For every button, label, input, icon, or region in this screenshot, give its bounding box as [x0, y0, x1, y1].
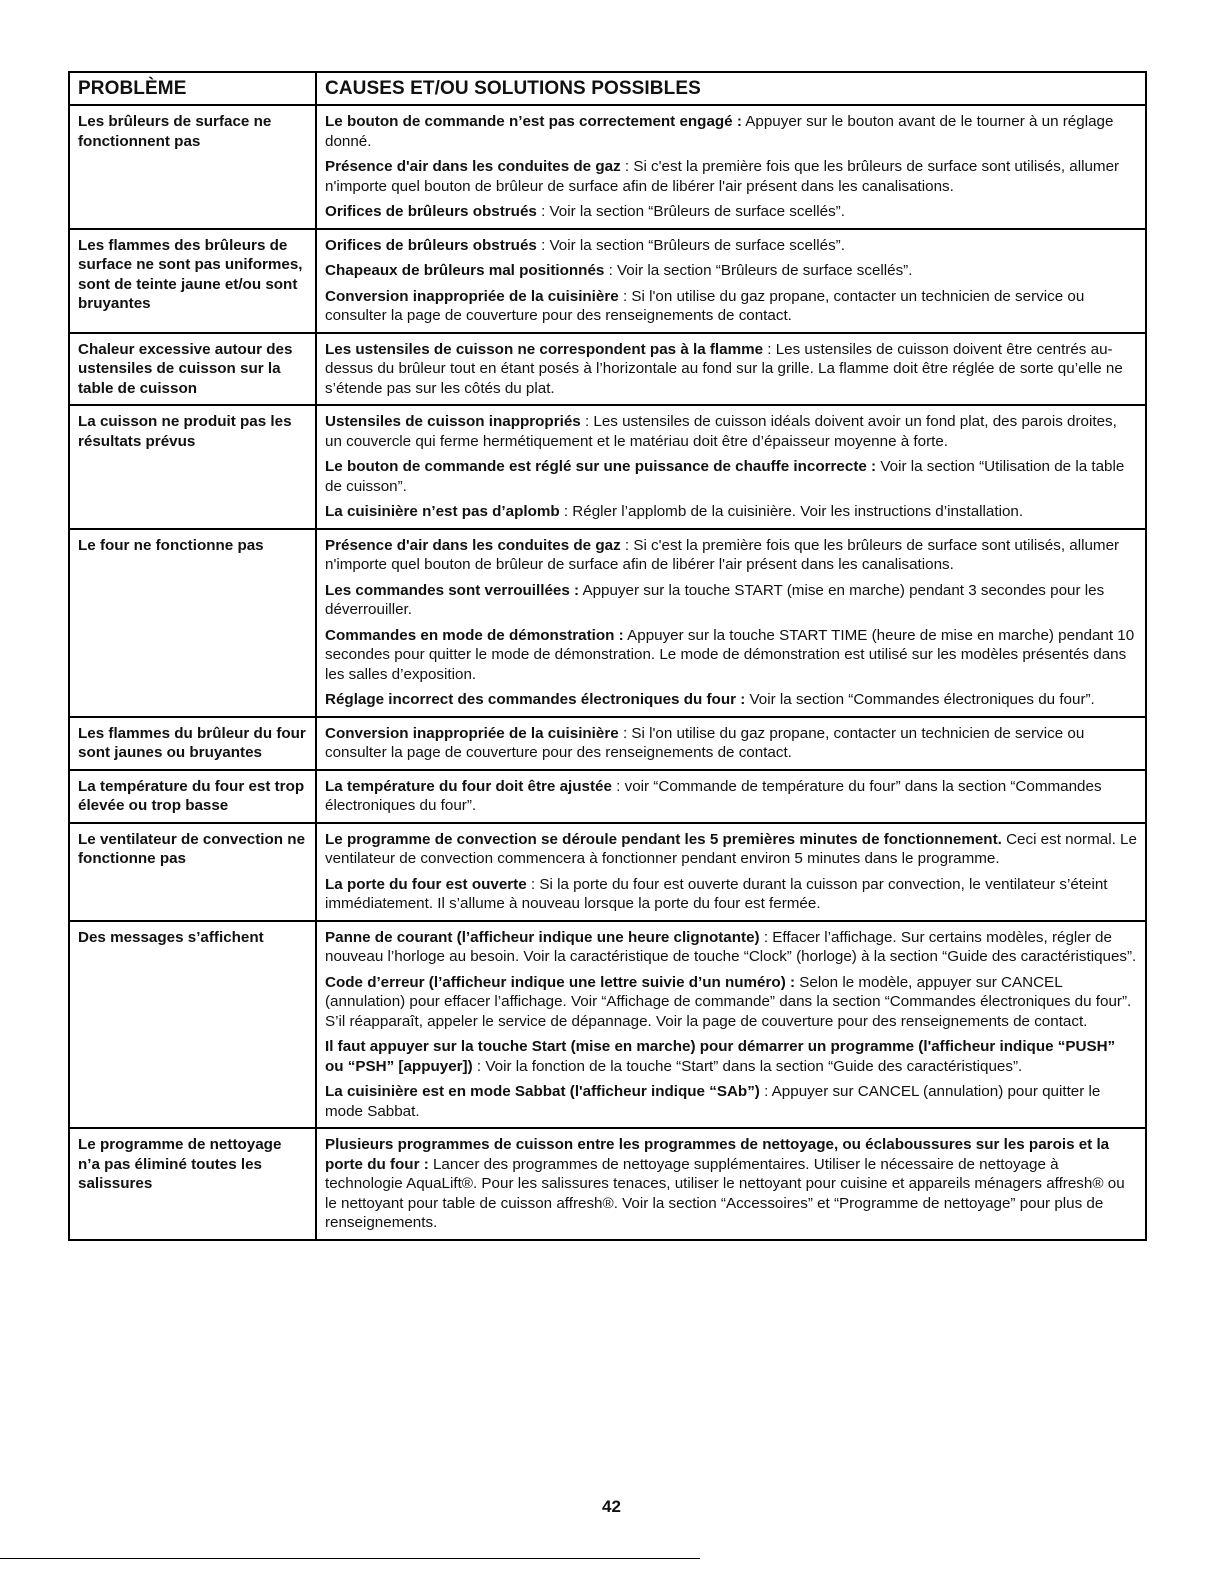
cause-text: : Voir la fonction de la touche “Start” dans la section “Guide des caractéristiques”. — [472, 1057, 1023, 1075]
problem-cell: Les flammes du brûleur du four sont jaunes ou bruyantes — [69, 717, 316, 770]
cause-text: : voir “Commande de température du four” dans la section “Commandes électroniques du four”. — [325, 777, 1102, 814]
problem-cell: La cuisson ne produit pas les résultats prévus — [69, 405, 316, 529]
cause-text: Appuyer sur le bouton avant de le tourner à un réglage donné. — [325, 113, 1114, 150]
cause-paragraph — [325, 724, 1137, 763]
cause-text: : Les ustensiles de cuisson idéals doivent avoir un fond plat, des parois droites, un couvercle qui ferme hermétiquement et le matériau doit être d’épaisseur moyenne à forte. — [325, 413, 1117, 450]
cause-paragraph — [325, 830, 1137, 869]
cause-text: Selon le modèle, appuyer sur CANCEL (annulation) pour effacer l’affichage. Voir “Affichage de commande” dans la section “Commandes électroniques du four”. S’il réapparaît, appeler le service de dépannage. Voir la page de couverture pour des renseignements de contact. — [325, 973, 1132, 1030]
cause-title: Orifices de brûleurs obstrués — [325, 236, 537, 254]
table-row — [69, 921, 1146, 1129]
cause-paragraph — [325, 973, 1137, 1032]
cause-paragraph — [325, 581, 1137, 620]
problem-cell: Le programme de nettoyage n’a pas éliminé toutes les salissures — [69, 1128, 316, 1240]
cause-paragraph — [325, 1037, 1137, 1076]
cause-title: La cuisinière est en mode Sabbat (l'afficheur indique “SAb”) — [325, 1083, 760, 1100]
cause-title: Présence d'air dans les conduites de gaz — [325, 158, 621, 175]
cause-title: Le bouton de commande est réglé sur une puissance de chauffe incorrecte : — [325, 458, 877, 475]
causes-cell — [316, 229, 1146, 333]
table-row — [69, 405, 1146, 529]
causes-cell — [316, 717, 1146, 770]
table-row — [69, 529, 1146, 717]
cause-paragraph — [325, 157, 1137, 196]
cause-paragraph — [325, 502, 1137, 522]
causes-cell — [316, 770, 1146, 823]
cause-title: Réglage incorrect des commandes électroniques du four : — [325, 691, 746, 708]
cause-title: La température du four doit être ajustée — [325, 777, 612, 795]
cause-paragraph — [325, 1135, 1137, 1233]
causes-cell — [316, 105, 1146, 229]
causes-cell — [316, 333, 1146, 406]
table-row — [69, 717, 1146, 770]
causes-cell — [316, 921, 1146, 1129]
cause-text: : Si c'est la première fois que les brûleurs de surface sont utilisés, allumer n'importe quel bouton de brûleur de surface afin de libérer l'air présent dans les canalisations. — [325, 158, 1120, 195]
cause-title: Les ustensiles de cuisson ne correspondent pas à la flamme — [325, 340, 764, 358]
cause-text: Voir la section “Commandes électroniques du four”. — [745, 691, 1095, 708]
cause-paragraph — [325, 261, 1137, 281]
problem-cell: Les flammes des brûleurs de surface ne sont pas uniformes, sont de teinte jaune et/ou sont bruyantes — [69, 229, 316, 333]
cause-title: Présence d'air dans les conduites de gaz — [325, 536, 621, 554]
table-body — [69, 105, 1146, 1240]
cause-title: Panne de courant (l’afficheur indique une heure clignotante) — [325, 928, 760, 946]
cause-paragraph — [325, 202, 1137, 222]
table-row — [69, 229, 1146, 333]
table-row — [69, 333, 1146, 406]
problem-cell: Le ventilateur de convection ne fonctionne pas — [69, 823, 316, 921]
cause-paragraph — [325, 777, 1137, 816]
table-row — [69, 1128, 1146, 1240]
cause-text: Appuyer sur la touche START TIME (heure de mise en marche) pendant 10 secondes pour quitter le mode de démonstration. Le mode de démonstration est utilisé sur les modèles présentés dans les salles d’exposition. — [325, 626, 1135, 683]
cause-title: La porte du four est ouverte — [325, 875, 527, 893]
cause-title: Plusieurs programmes de cuisson entre les programmes de nettoyage, ou éclaboussures sur les parois et la porte du four : — [325, 1136, 1110, 1173]
problem-cell: La température du four est trop élevée ou trop basse — [69, 770, 316, 823]
cause-paragraph — [325, 412, 1137, 451]
causes-cell — [316, 405, 1146, 529]
table-header-row — [69, 72, 1146, 105]
cause-text: Appuyer sur la touche START (mise en marche) pendant 3 secondes pour les déverrouiller. — [325, 581, 1105, 618]
problem-cell: Les brûleurs de surface ne fonctionnent pas — [69, 105, 316, 229]
cause-title: Les commandes sont verrouillées : — [325, 581, 580, 599]
causes-cell — [316, 1128, 1146, 1240]
cause-title: Conversion inappropriée de la cuisinière — [325, 287, 619, 305]
cause-text: : Si l'on utilise du gaz propane, contacter un technicien de service ou consulter la page de couverture pour des renseignements de contact. — [325, 724, 1085, 761]
cause-text: Lancer des programmes de nettoyage supplémentaires. Utiliser le nécessaire de nettoyage à technologie AquaLift®. Pour les salissures tenaces, utiliser le nettoyant pour cuisine et appareils ménagers affresh® ou le nettoyant pour table de cuisson affresh®. Voir la section “Accessoires” et “Programme de nettoyage” pour plus de renseignements. — [325, 1155, 1125, 1231]
cause-title: Il faut appuyer sur la touche Start (mise en marche) pour démarrer un programme (l'afficheur indique “PUSH” ou “PSH” [appuyer]) — [325, 1038, 1116, 1075]
cause-paragraph — [325, 1082, 1137, 1121]
troubleshooting-table — [68, 71, 1147, 1241]
cause-paragraph — [325, 928, 1137, 967]
table-row — [69, 770, 1146, 823]
problem-cell: Le four ne fonctionne pas — [69, 529, 316, 717]
cause-text: : Voir la section “Brûleurs de surface scellés”. — [536, 236, 845, 254]
cause-text: Ceci est normal. Le ventilateur de convection commencera à fonctionner pendant environ 5 minutes dans le programme. — [325, 830, 1137, 867]
cause-title: La cuisinière n’est pas d’aplomb — [325, 503, 560, 520]
cause-title: Le programme de convection se déroule pendant les 5 premières minutes de fonctionnement. — [325, 830, 1002, 848]
cause-text: : Les ustensiles de cuisson doivent être centrés au-dessus du brûleur tout en étant posés à l’horizontale au fond sur la grille. La flamme doit être réglée de sorte qu’elle ne s’étende pas sur les côtés du plat. — [325, 340, 1123, 397]
cause-text: : Si la porte du four est ouverte durant la cuisson par convection, le ventilateur s’éteint immédiatement. Il s’allume à nouveau lorsque la porte du four est fermée. — [325, 875, 1108, 912]
cause-text: : Voir la section “Brûleurs de surface scellés”. — [536, 203, 845, 220]
cause-title: Conversion inappropriée de la cuisinière — [325, 724, 619, 742]
cause-text: : Régler l’applomb de la cuisinière. Voir les instructions d’installation. — [559, 503, 1024, 520]
cause-paragraph — [325, 626, 1137, 685]
problem-cell: Chaleur excessive autour des ustensiles de cuisson sur la table de cuisson — [69, 333, 316, 406]
table-row — [69, 105, 1146, 229]
causes-cell — [316, 529, 1146, 717]
page-number: 42 — [602, 1497, 621, 1516]
bottom-divider — [0, 1558, 700, 1559]
cause-paragraph — [325, 536, 1137, 575]
problem-cell: Des messages s’affichent — [69, 921, 316, 1129]
cause-text: Voir la section “Utilisation de la table de cuisson”. — [325, 458, 1125, 495]
cause-title: Chapeaux de brûleurs mal positionnés — [325, 262, 605, 279]
cause-text: : Si l'on utilise du gaz propane, contacter un technicien de service ou consulter la page de couverture pour des renseignements de contact. — [325, 287, 1085, 324]
header-problem: PROBLÈME — [69, 72, 316, 105]
cause-paragraph — [325, 875, 1137, 914]
cause-title: Commandes en mode de démonstration : — [325, 626, 624, 644]
cause-paragraph — [325, 236, 1137, 256]
cause-title: Orifices de brûleurs obstrués — [325, 203, 537, 220]
cause-text: : Voir la section “Brûleurs de surface scellés”. — [604, 262, 913, 279]
cause-text: : Si c'est la première fois que les brûleurs de surface sont utilisés, allumer n'importe quel bouton de brûleur de surface afin de libérer l'air présent dans les canalisations. — [325, 536, 1120, 573]
cause-text: : Appuyer sur CANCEL (annulation) pour quitter le mode Sabbat. — [325, 1083, 1101, 1120]
cause-paragraph — [325, 340, 1137, 399]
cause-title: Le bouton de commande n’est pas correctement engagé : — [325, 113, 742, 130]
cause-title: Code d’erreur (l’afficheur indique une lettre suivie d’un numéro) : — [325, 973, 796, 991]
cause-paragraph — [325, 690, 1137, 710]
cause-title: Ustensiles de cuisson inappropriés — [325, 413, 581, 430]
cause-paragraph — [325, 287, 1137, 326]
causes-cell — [316, 823, 1146, 921]
cause-text: : Effacer l’affichage. Sur certains modèles, régler de nouveau l’horloge au besoin. Voir la caractéristique de touche “Clock” (horloge) à la section “Guide des caractéristiques”. — [325, 928, 1137, 965]
table-row — [69, 823, 1146, 921]
cause-paragraph — [325, 112, 1137, 151]
header-causes: CAUSES ET/OU SOLUTIONS POSSIBLES — [316, 72, 1146, 105]
cause-paragraph — [325, 457, 1137, 496]
